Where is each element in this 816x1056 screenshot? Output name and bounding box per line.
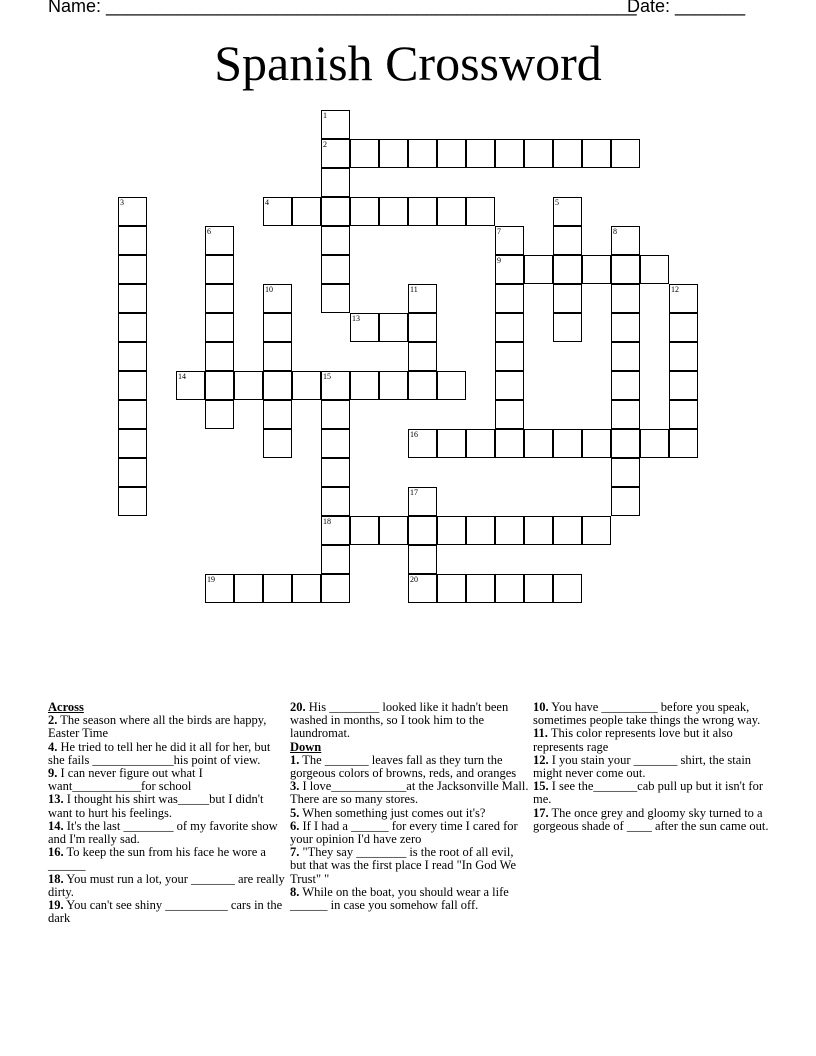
clue-number: 3. bbox=[290, 779, 300, 794]
clue-number-label: 18 bbox=[323, 517, 331, 526]
grid-cell[interactable] bbox=[321, 545, 350, 574]
grid-cell[interactable] bbox=[321, 487, 350, 516]
grid-cell[interactable] bbox=[437, 139, 466, 168]
clue-number: 19. bbox=[48, 898, 64, 913]
grid-cell[interactable] bbox=[495, 284, 524, 313]
grid-cell[interactable] bbox=[263, 313, 292, 342]
across-clue bbox=[48, 767, 288, 793]
clue-number: 8. bbox=[290, 884, 300, 899]
grid-cell[interactable] bbox=[553, 429, 582, 458]
clue-number-label: 8 bbox=[613, 227, 617, 236]
grid-cell[interactable] bbox=[466, 516, 495, 545]
across-clue bbox=[48, 846, 288, 872]
across-heading: Across bbox=[48, 700, 84, 714]
grid-cell[interactable] bbox=[437, 516, 466, 545]
grid-cell[interactable] bbox=[669, 400, 698, 429]
grid-cell[interactable] bbox=[408, 371, 437, 400]
clue-number-label: 15 bbox=[323, 372, 331, 381]
clue-text: You have _________ before you speak, sometimes people take things the wrong way. bbox=[533, 700, 761, 728]
clue-number-label: 20 bbox=[410, 575, 418, 584]
clue-text: When something just comes out it's? bbox=[302, 805, 486, 820]
clue-text: I see the_______cab pull up but it isn't for me. bbox=[533, 779, 763, 807]
grid-cell[interactable] bbox=[176, 371, 205, 400]
grid-cell[interactable] bbox=[553, 255, 582, 284]
clue-number: 7. bbox=[290, 845, 300, 860]
grid-cell[interactable] bbox=[234, 371, 263, 400]
clue-number-label: 16 bbox=[410, 430, 418, 439]
grid-cell[interactable] bbox=[495, 313, 524, 342]
grid-cell[interactable] bbox=[118, 313, 147, 342]
grid-cell[interactable] bbox=[524, 255, 553, 284]
grid-cell[interactable] bbox=[437, 197, 466, 226]
grid-cell[interactable] bbox=[611, 458, 640, 487]
grid-cell[interactable] bbox=[205, 371, 234, 400]
grid-cell[interactable] bbox=[408, 545, 437, 574]
grid-cell[interactable] bbox=[321, 197, 350, 226]
clue-text: This color represents love but it also represents rage bbox=[533, 726, 733, 754]
grid-cell[interactable] bbox=[379, 371, 408, 400]
clue-text: He tried to tell her he did it all for her, but she fails _____________his point of view. bbox=[48, 739, 271, 767]
grid-cell[interactable] bbox=[408, 197, 437, 226]
grid-cell[interactable] bbox=[553, 197, 582, 226]
grid-cell[interactable] bbox=[379, 139, 408, 168]
name-label: Name: bbox=[48, 0, 102, 16]
grid-cell[interactable] bbox=[292, 197, 321, 226]
grid-cell[interactable] bbox=[321, 574, 350, 603]
grid-cell[interactable] bbox=[611, 255, 640, 284]
clue-text: I love____________at the Jacksonville Mall. There are so many stores. bbox=[290, 779, 529, 807]
down-clue bbox=[533, 701, 773, 727]
clue-text: His ________ looked like it hadn't been washed in months, so I took him to the laundromat. bbox=[290, 700, 509, 741]
clue-text: The once grey and gloomy sky turned to a gorgeous shade of ____ after the sun came out. bbox=[533, 805, 769, 833]
grid-cell[interactable] bbox=[118, 487, 147, 516]
across-clue bbox=[48, 820, 288, 846]
grid-cell[interactable] bbox=[118, 429, 147, 458]
clue-number: 1. bbox=[290, 752, 300, 767]
grid-cell[interactable] bbox=[582, 139, 611, 168]
grid-cell[interactable] bbox=[205, 226, 234, 255]
clue-text: It's the last ________ of my favorite show and I'm really sad. bbox=[48, 818, 278, 847]
grid-cell[interactable] bbox=[582, 516, 611, 545]
across-clue bbox=[48, 899, 288, 925]
grid-cell[interactable] bbox=[408, 313, 437, 342]
grid-cell[interactable] bbox=[379, 197, 408, 226]
grid-cell[interactable] bbox=[553, 226, 582, 255]
grid-cell[interactable] bbox=[553, 139, 582, 168]
down-clue bbox=[533, 754, 773, 780]
grid-cell[interactable] bbox=[118, 284, 147, 313]
date-label: Date: bbox=[627, 0, 671, 16]
grid-cell[interactable] bbox=[524, 574, 553, 603]
grid-cell[interactable] bbox=[524, 429, 553, 458]
grid-cell[interactable] bbox=[669, 371, 698, 400]
grid-cell[interactable] bbox=[408, 284, 437, 313]
grid-cell[interactable] bbox=[553, 516, 582, 545]
clue-text: While on the boat, you should wear a life ______ in case you somehow fall off. bbox=[290, 884, 509, 913]
clue-text: To keep the sun from his face he wore a ______ bbox=[48, 845, 266, 873]
down-clue bbox=[533, 807, 773, 833]
grid-cell[interactable] bbox=[205, 284, 234, 313]
clue-number-label: 14 bbox=[178, 372, 186, 381]
grid-cell[interactable] bbox=[379, 516, 408, 545]
grid-cell[interactable] bbox=[669, 342, 698, 371]
clue-number: 12. bbox=[533, 752, 549, 767]
clue-text: "They say ________ is the root of all evil, but that was the first place I read "In God We Trust" " bbox=[290, 845, 517, 886]
across-clue bbox=[48, 873, 288, 899]
grid-cell[interactable] bbox=[379, 313, 408, 342]
clue-number-label: 7 bbox=[497, 227, 501, 236]
clue-number: 6. bbox=[290, 818, 300, 833]
grid-cell[interactable] bbox=[118, 371, 147, 400]
grid-cell[interactable] bbox=[350, 197, 379, 226]
grid-cell[interactable] bbox=[321, 429, 350, 458]
grid-cell[interactable] bbox=[611, 284, 640, 313]
across-clue bbox=[48, 714, 288, 740]
grid-cell[interactable] bbox=[263, 371, 292, 400]
grid-cell[interactable] bbox=[611, 400, 640, 429]
clue-number-label: 2 bbox=[323, 140, 327, 149]
grid-cell[interactable] bbox=[234, 574, 263, 603]
clue-number-label: 19 bbox=[207, 575, 215, 584]
date-blank: _______ bbox=[675, 0, 746, 16]
clue-number: 17. bbox=[533, 805, 549, 820]
down-clue bbox=[290, 780, 530, 806]
grid-cell[interactable] bbox=[408, 429, 437, 458]
grid-cell[interactable] bbox=[350, 313, 379, 342]
clues-column-3 bbox=[533, 701, 773, 833]
grid-cell[interactable] bbox=[205, 574, 234, 603]
grid-cell[interactable] bbox=[669, 284, 698, 313]
clue-number: 18. bbox=[48, 871, 64, 886]
clues-column-1 bbox=[48, 701, 288, 925]
clue-text: You can't see shiny __________ cars in the dark bbox=[48, 898, 283, 926]
across-clue bbox=[290, 701, 530, 741]
clue-number-label: 9 bbox=[497, 256, 501, 265]
grid-cell[interactable] bbox=[263, 342, 292, 371]
grid-cell[interactable] bbox=[611, 226, 640, 255]
grid-cell[interactable] bbox=[495, 255, 524, 284]
grid-cell[interactable] bbox=[524, 516, 553, 545]
grid-cell[interactable] bbox=[669, 313, 698, 342]
clue-number: 14. bbox=[48, 818, 64, 833]
down-clue bbox=[290, 820, 530, 846]
clue-number-label: 11 bbox=[410, 285, 418, 294]
grid-cell[interactable] bbox=[118, 255, 147, 284]
grid-cell[interactable] bbox=[408, 574, 437, 603]
name-blank: _____________________________________________________ bbox=[106, 0, 637, 16]
down-clue bbox=[290, 754, 530, 780]
grid-cell[interactable] bbox=[350, 371, 379, 400]
down-heading: Down bbox=[290, 739, 322, 754]
grid-cell[interactable] bbox=[495, 400, 524, 429]
clue-number: 15. bbox=[533, 779, 549, 794]
clues-column-2 bbox=[290, 701, 530, 912]
grid-cell[interactable] bbox=[408, 487, 437, 516]
grid-cell[interactable] bbox=[321, 284, 350, 313]
grid-cell[interactable] bbox=[466, 197, 495, 226]
clue-number-label: 4 bbox=[265, 198, 269, 207]
grid-cell[interactable] bbox=[205, 313, 234, 342]
grid-cell[interactable] bbox=[611, 342, 640, 371]
down-clue bbox=[290, 886, 530, 912]
grid-cell[interactable] bbox=[321, 168, 350, 197]
grid-cell[interactable] bbox=[495, 342, 524, 371]
grid-cell[interactable] bbox=[466, 139, 495, 168]
clue-text: If I had a ______ for every time I cared for your opinion I'd have zero bbox=[290, 818, 518, 847]
clue-number-label: 17 bbox=[410, 488, 418, 497]
grid-cell[interactable] bbox=[350, 139, 379, 168]
grid-cell[interactable] bbox=[321, 516, 350, 545]
grid-cell[interactable] bbox=[611, 429, 640, 458]
grid-cell[interactable] bbox=[118, 400, 147, 429]
grid-cell[interactable] bbox=[524, 139, 553, 168]
grid-cell[interactable] bbox=[205, 400, 234, 429]
grid-cell[interactable] bbox=[205, 342, 234, 371]
grid-cell[interactable] bbox=[118, 197, 147, 226]
grid-cell[interactable] bbox=[408, 139, 437, 168]
clue-text: I you stain your _______ shirt, the stain might never come out. bbox=[533, 752, 752, 781]
grid-cell[interactable] bbox=[495, 226, 524, 255]
grid-cell[interactable] bbox=[582, 429, 611, 458]
grid-cell[interactable] bbox=[582, 255, 611, 284]
grid-cell[interactable] bbox=[466, 574, 495, 603]
clue-text: The _______ leaves fall as they turn the gorgeous colors of browns, reds, and oranges bbox=[290, 752, 517, 781]
grid-cell[interactable] bbox=[292, 574, 321, 603]
clue-number: 9. bbox=[48, 766, 58, 781]
grid-cell[interactable] bbox=[495, 516, 524, 545]
clue-number-label: 10 bbox=[265, 285, 273, 294]
down-clue bbox=[533, 727, 773, 753]
grid-cell[interactable] bbox=[495, 139, 524, 168]
clue-number: 4. bbox=[48, 739, 58, 754]
clue-number: 5. bbox=[290, 805, 300, 820]
grid-cell[interactable] bbox=[118, 458, 147, 487]
grid-cell[interactable] bbox=[611, 139, 640, 168]
grid-cell[interactable] bbox=[118, 342, 147, 371]
grid-cell[interactable] bbox=[408, 516, 437, 545]
grid-cell[interactable] bbox=[321, 400, 350, 429]
across-clue bbox=[48, 741, 288, 767]
grid-cell[interactable] bbox=[611, 487, 640, 516]
grid-cell[interactable] bbox=[437, 574, 466, 603]
clue-text: You must run a lot, your _______ are really dirty. bbox=[48, 871, 285, 899]
grid-cell[interactable] bbox=[263, 574, 292, 603]
clue-number-label: 12 bbox=[671, 285, 679, 294]
grid-cell[interactable] bbox=[321, 110, 350, 139]
grid-cell[interactable] bbox=[466, 429, 495, 458]
grid-cell[interactable] bbox=[669, 429, 698, 458]
grid-cell[interactable] bbox=[118, 226, 147, 255]
grid-cell[interactable] bbox=[408, 342, 437, 371]
clue-text: I can never figure out what I want___________for school bbox=[48, 766, 203, 794]
grid-cell[interactable] bbox=[553, 574, 582, 603]
clue-number-label: 3 bbox=[120, 198, 124, 207]
grid-cell[interactable] bbox=[321, 458, 350, 487]
clue-number: 13. bbox=[48, 792, 64, 807]
grid-cell[interactable] bbox=[321, 226, 350, 255]
clue-number-label: 6 bbox=[207, 227, 211, 236]
clue-number: 11. bbox=[533, 726, 548, 741]
grid-cell[interactable] bbox=[611, 371, 640, 400]
clue-number: 10. bbox=[533, 700, 549, 714]
clue-text: I thought his shirt was_____but I didn't want to hurt his feelings. bbox=[48, 792, 264, 820]
clue-number: 2. bbox=[48, 713, 58, 728]
grid-cell[interactable] bbox=[553, 313, 582, 342]
page-title: Spanish Crossword bbox=[214, 35, 602, 91]
across-clue bbox=[48, 793, 288, 819]
grid-cell[interactable] bbox=[205, 255, 234, 284]
grid-cell[interactable] bbox=[350, 516, 379, 545]
grid-cell[interactable] bbox=[321, 139, 350, 168]
grid-cell[interactable] bbox=[495, 429, 524, 458]
grid-cell[interactable] bbox=[321, 371, 350, 400]
down-clue bbox=[533, 780, 773, 806]
grid-cell[interactable] bbox=[495, 371, 524, 400]
grid-cell[interactable] bbox=[263, 284, 292, 313]
grid-cell[interactable] bbox=[640, 429, 669, 458]
grid-cell[interactable] bbox=[321, 255, 350, 284]
clue-text: The season where all the birds are happy, Easter Time bbox=[48, 713, 267, 741]
grid-cell[interactable] bbox=[263, 400, 292, 429]
grid-cell[interactable] bbox=[263, 197, 292, 226]
clue-number: 16. bbox=[48, 845, 64, 860]
clue-number-label: 1 bbox=[323, 111, 327, 120]
clue-number-label: 5 bbox=[555, 198, 559, 207]
clue-number-label: 13 bbox=[352, 314, 360, 323]
grid-cell[interactable] bbox=[437, 429, 466, 458]
grid-cell[interactable] bbox=[553, 284, 582, 313]
grid-cell[interactable] bbox=[263, 429, 292, 458]
grid-cell[interactable] bbox=[611, 313, 640, 342]
grid-cell[interactable] bbox=[640, 255, 669, 284]
clue-number: 20. bbox=[290, 700, 306, 714]
grid-cell[interactable] bbox=[292, 371, 321, 400]
grid-cell[interactable] bbox=[437, 371, 466, 400]
down-clue bbox=[290, 846, 530, 886]
grid-cell[interactable] bbox=[495, 574, 524, 603]
